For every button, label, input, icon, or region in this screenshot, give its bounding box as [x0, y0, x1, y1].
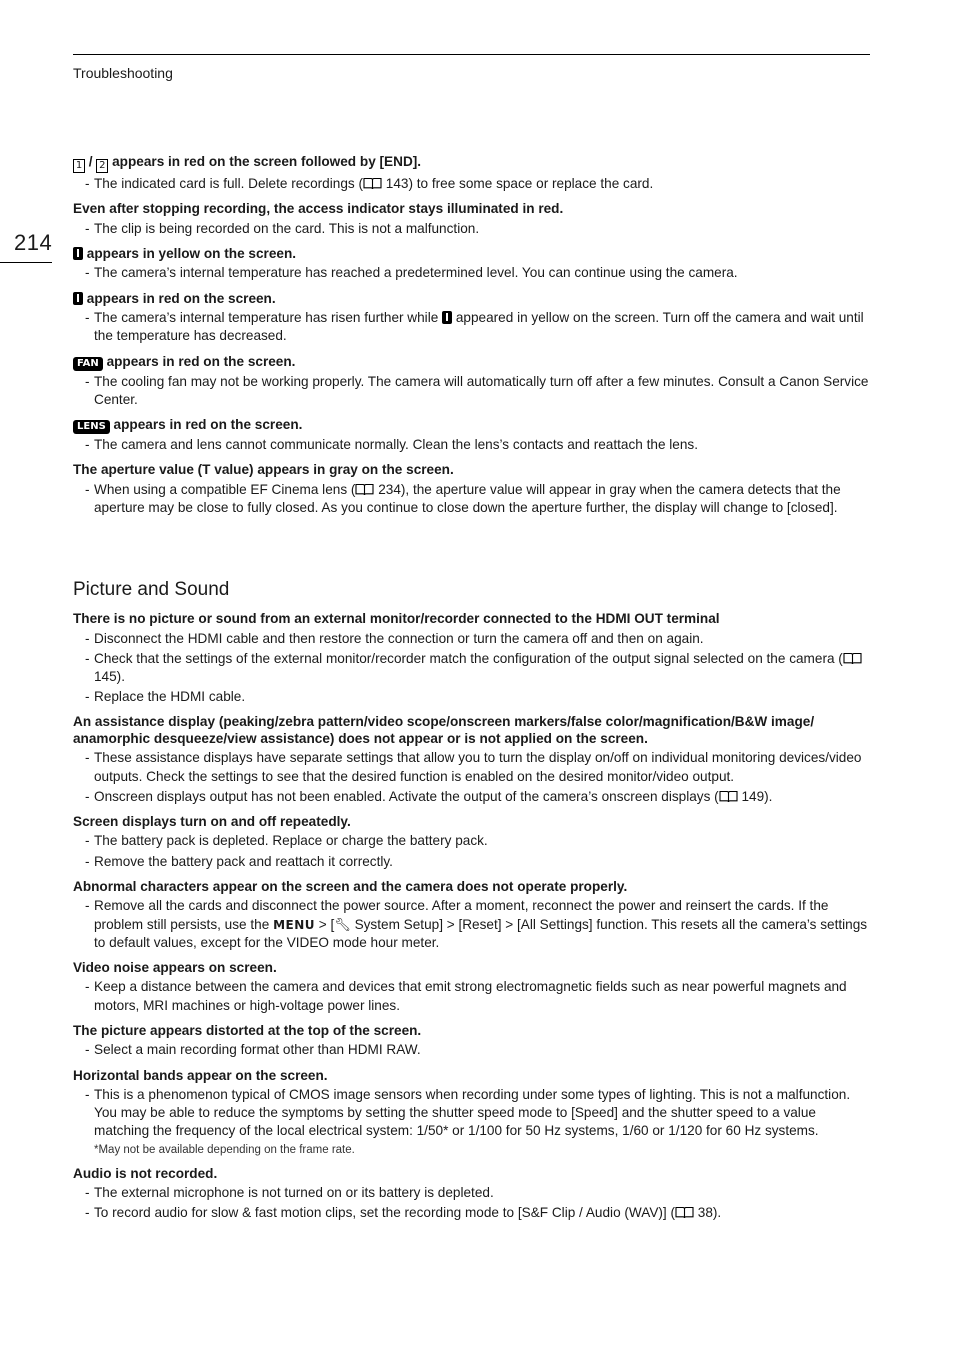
page-number: 214	[14, 230, 53, 255]
book-icon	[675, 1206, 694, 1219]
answer: - Disconnect the HDMI cable and then restore the connection or turn the camera off and then on again.	[73, 630, 870, 648]
answer: - This is a phenomenon typical of CMOS image sensors when recording under some types of lighting. This is not a malfunction. You may be able to reduce the symptoms by setting the shutter speed mode to [Speed] and the shutter speed to a value matching the frequency of the local electrical system: 1/50* or 1/100 for 50 Hz systems, 1/60 or 1/120 for 60 Hz systems.	[73, 1086, 870, 1141]
question: There is no picture or sound from an external monitor/recorder connected to the HDMI OUT terminal	[73, 611, 720, 627]
book-icon	[843, 652, 862, 665]
item-temp-yellow	[73, 246, 870, 283]
section-title: Picture and Sound	[73, 579, 230, 601]
answer: - The camera’s internal temperature has reached a predetermined level. You can continue using the camera.	[73, 264, 870, 282]
question: The picture appears distorted at the top of the screen.	[73, 1022, 422, 1038]
temperature-icon	[442, 311, 452, 324]
answer: - The camera and lens cannot communicate normally. Clean the lens’s contacts and reattach the lens.	[73, 436, 870, 454]
section-label: Troubleshooting	[73, 65, 173, 81]
troubleshooting-content	[73, 154, 870, 1231]
question: Abnormal characters appear on the screen and the camera does not operate properly.	[73, 878, 628, 894]
question: Horizontal bands appear on the screen.	[73, 1067, 328, 1083]
fan-icon: FAN	[73, 357, 103, 371]
answer: - To record audio for slow & fast motion clips, set the recording mode to [S&F Clip / Audio (WAV)] ( 38).	[73, 1204, 870, 1222]
item-temp-red	[73, 291, 870, 346]
answer: - The camera’s internal temperature has risen further while appeared in yellow on the screen. Turn off the camera and wait until the temperature has decreased.	[73, 309, 870, 345]
question: Even after stopping recording, the access indicator stays illuminated in red.	[73, 201, 564, 217]
header-rule	[73, 54, 870, 55]
question: FAN appears in red on the screen.	[73, 354, 870, 371]
answer: - Onscreen displays output has not been enabled. Activate the output of the camera’s onscreen displays ( 149).	[73, 788, 870, 806]
menu-icon: MENU	[273, 917, 315, 932]
question: appears in red on the screen.	[73, 291, 870, 308]
book-icon	[719, 790, 738, 803]
item-video-noise	[73, 960, 870, 1015]
answer: - The indicated card is full. Delete recordings ( 143) to free some space or replace the card.	[73, 175, 870, 193]
temperature-icon	[73, 292, 83, 305]
answer: - Select a main recording format other than HDMI RAW.	[73, 1041, 870, 1059]
item-distortion	[73, 1023, 870, 1060]
item-hdmi	[73, 611, 870, 706]
question: Audio is not recorded.	[73, 1165, 218, 1181]
item-audio	[73, 1166, 870, 1223]
answer: - The cooling fan may not be working properly. The camera will automatically turn off after a few minutes. Consult a Canon Service Center.	[73, 373, 870, 409]
answer: - When using a compatible EF Cinema lens ( 234), the aperture value will appear in gray when the camera detects that the aperture may be close to fully closed. As you continue to close down the aperture further, the display will change to [closed].	[73, 481, 870, 517]
question: LENS appears in red on the screen.	[73, 417, 870, 434]
wrench-icon: 🔧︎	[334, 917, 351, 933]
item-access-indicator	[73, 201, 870, 238]
item-aperture	[73, 462, 870, 517]
item-fan	[73, 354, 870, 409]
answer: - Keep a distance between the camera and devices that emit strong electromagnetic fields such as near powerful magnets and motors, MRI machines or high-voltage power lines.	[73, 978, 870, 1014]
card-slot-2-icon: 2	[96, 159, 108, 173]
question: Screen displays turn on and off repeatedly.	[73, 813, 351, 829]
answer: - Remove all the cards and disconnect the power source. After a moment, reconnect the power and reinsert the cards. If the problem still persists, use the MENU > [🔧︎ System Setup] > [Reset] > [All Settings] function. This resets all the camera’s settings to default values, except for the VIDEO mode hour meter.	[73, 897, 870, 952]
question: Video noise appears on screen.	[73, 959, 277, 975]
item-lens	[73, 417, 870, 454]
book-icon	[355, 483, 374, 496]
question: 1 / 2 appears in red on the screen followed by [END].	[73, 154, 870, 173]
item-assistance-display	[73, 714, 870, 806]
item-screen-on-off	[73, 814, 870, 871]
answer: - The clip is being recorded on the card. This is not a malfunction.	[73, 220, 870, 238]
answer: - Check that the settings of the external monitor/recorder match the configuration of the output signal selected on the camera ( 145).	[73, 650, 870, 686]
lens-icon: LENS	[73, 420, 110, 434]
answer: - The battery pack is depleted. Replace or charge the battery pack.	[73, 832, 870, 850]
answer: - The external microphone is not turned on or its battery is depleted.	[73, 1184, 870, 1202]
footnote: *May not be available depending on the frame rate.	[94, 1143, 355, 1156]
card-slot-1-icon: 1	[73, 159, 85, 173]
question: The aperture value (T value) appears in gray on the screen.	[73, 462, 454, 478]
item-abnormal-characters	[73, 879, 870, 952]
answer: - Replace the HDMI cable.	[73, 688, 870, 706]
temperature-icon	[73, 247, 83, 260]
page-number-rule	[0, 262, 52, 263]
book-icon	[363, 177, 382, 190]
question: appears in yellow on the screen.	[73, 246, 870, 263]
item-card-full	[73, 154, 870, 193]
question: An assistance display (peaking/zebra pattern/video scope/onscreen markers/false color/magnification/B&W image/ anamorphic desqueeze/view assistance) does not appear or is not applied on the screen.	[73, 714, 815, 746]
item-horizontal-bands	[73, 1068, 870, 1158]
answer: - These assistance displays have separate settings that allow you to turn the display on/off on individual monitoring devices/video outputs. Check the settings to see that the desired function is enabled on the desired monitor/video output.	[73, 749, 870, 785]
answer: - Remove the battery pack and reattach it correctly.	[73, 853, 870, 871]
